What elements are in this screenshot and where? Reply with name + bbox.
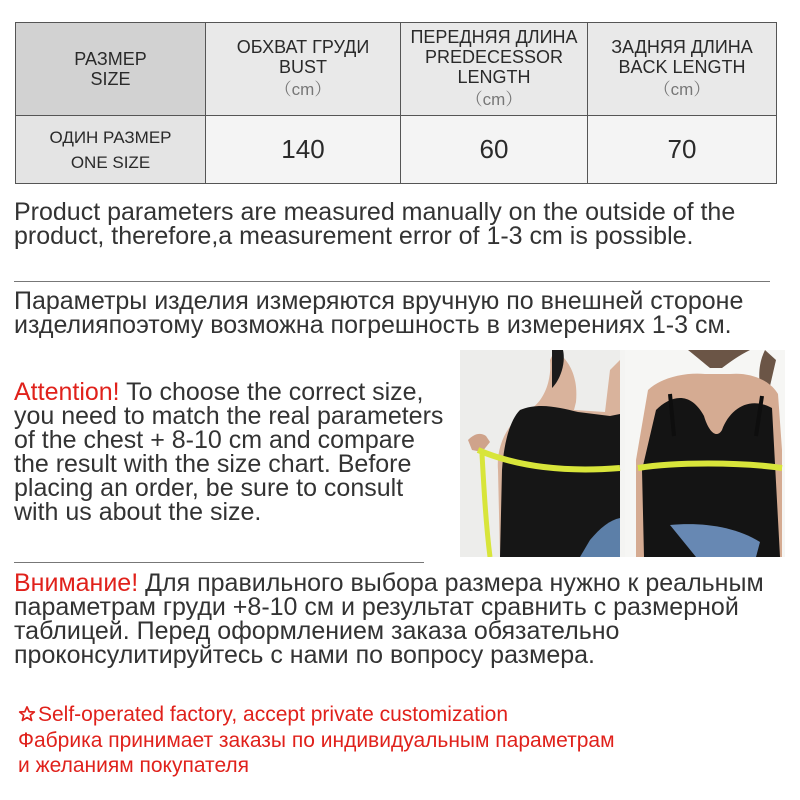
header-front-length: ПЕРЕДНЯЯ ДЛИНА PREDECESSOR LENGTH （cm） <box>401 23 588 116</box>
header-size: РАЗМЕР SIZE <box>16 23 206 116</box>
vnimanie-note <box>14 571 794 667</box>
back-view-photo <box>625 350 785 557</box>
cell-back-length: 70 <box>588 116 777 184</box>
divider <box>14 562 424 563</box>
footer-line-2: Фабрика принимает заказы по индивидуальным параметрам <box>18 729 615 752</box>
side-view-photo <box>460 350 620 557</box>
attention-text: To choose the correct size, you need to match the real parameters of the chest + 8-10 cm and compare the result with the size chart. Before placing an order, be sure to consult with us about the size. <box>14 378 444 526</box>
measurement-photo <box>460 350 785 557</box>
cell-front-length: 60 <box>401 116 588 184</box>
cell-size: ОДИН РАЗМЕР ONE SIZE <box>16 116 206 184</box>
vnimanie-label: Внимание! <box>14 569 139 597</box>
vnimanie-text: Для правильного выбора размера нужно к реальным параметрам груди +8-10 см и результат сравнить с размерной таблицей. Перед оформлением заказа обязательно проконсулитируйтесь с нами по вопросу размера. <box>14 569 764 669</box>
header-bust: ОБХВАТ ГРУДИ BUST （cm） <box>206 23 401 116</box>
attention-note <box>14 380 454 524</box>
attention-label: Attention! <box>14 378 120 406</box>
header-back-length: ЗАДНЯЯ ДЛИНА BACK LENGTH （cm） <box>588 23 777 116</box>
measurement-note-russian: Параметры изделия измеряются вручную по внешней стороне изделияпоэтому возможна погрешность в измерениях 1-3 см. <box>14 287 744 339</box>
measurement-note-english: Product parameters are measured manually on the outside of the product, therefore,a measurement error of 1-3 cm is possible. <box>14 198 736 250</box>
divider <box>14 281 770 282</box>
table-row <box>16 116 777 184</box>
size-chart-table <box>15 22 777 184</box>
star-outline-icon <box>18 705 36 723</box>
footer-line-3: и желаниям покупателя <box>18 754 250 777</box>
footer-line-1: Self-operated factory, accept private customization <box>18 702 508 728</box>
cell-bust: 140 <box>206 116 401 184</box>
table-header-row <box>16 23 777 116</box>
